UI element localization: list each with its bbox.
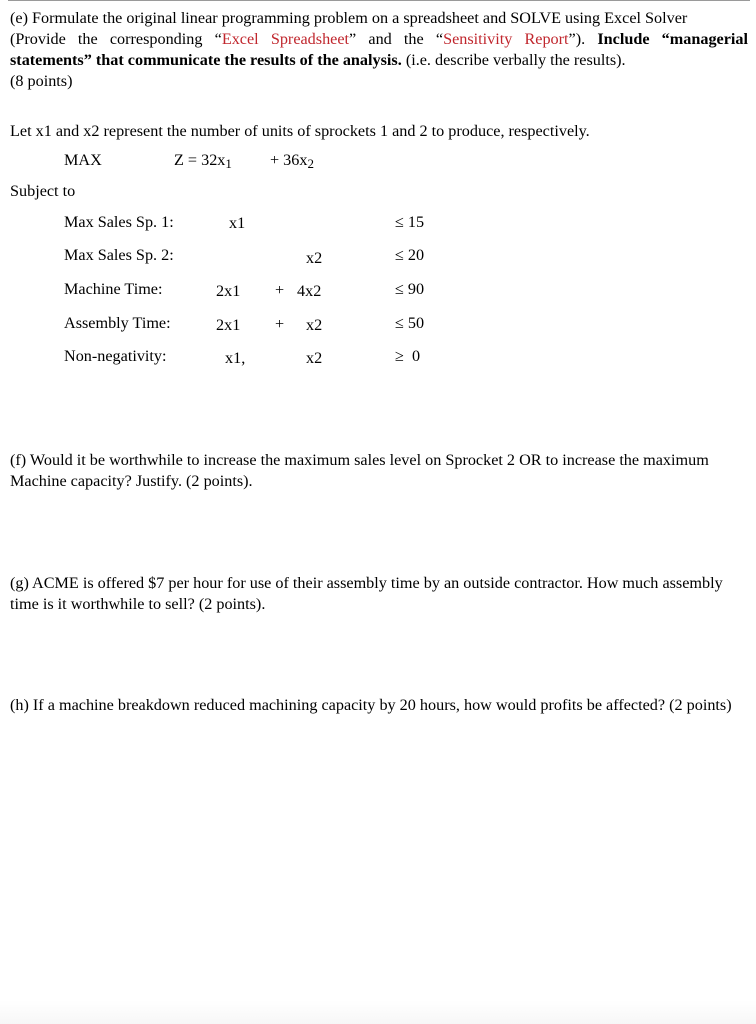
question-g: (g) ACME is offered $7 per hour for use of their assembly time by an outside contractor. How much assembly time is it worthwhile to sell? (2 points). — [10, 574, 723, 613]
constraint-rhs: ≤ 15 — [395, 213, 425, 231]
sensitivity-report-highlight: Sensitivity Report — [443, 30, 569, 48]
constraint-coef-x2: x2 — [306, 249, 323, 267]
question-h: (h) If a machine breakdown reduced machining capacity by 20 hours, how would profits be affected? (2 points) — [10, 696, 732, 714]
constraint-label: Assembly Time: — [64, 314, 171, 332]
constraint-rhs: ≤ 50 — [395, 314, 425, 332]
constraint-rhs: ≥ 0 — [395, 347, 421, 365]
top-rule — [8, 0, 750, 1]
constraint-coef-x2: 4x2 — [297, 282, 322, 300]
question-e-line1: (e) Formulate the original linear programming problem on a spreadsheet and SOLVE using Excel Solver — [10, 9, 688, 27]
max-label: MAX — [64, 151, 102, 169]
objective-subscript-2: 2 — [307, 156, 314, 171]
constraint-rhs: ≤ 90 — [395, 280, 425, 298]
excel-spreadsheet-highlight: Excel Spreadsheet — [221, 30, 350, 48]
subject-to: Subject to — [10, 182, 76, 200]
objective-lhs: Z = 32x — [174, 151, 226, 169]
constraint-operator: + — [275, 281, 285, 299]
constraint-label: Max Sales Sp. 2: — [64, 246, 174, 264]
question-e-line2-pre: (Provide the corresponding “ — [10, 30, 222, 48]
objective-term-2 — [270, 150, 314, 171]
constraint-coef-x1: x1 — [229, 214, 246, 232]
constraint-coef-x1: 2x1 — [216, 282, 241, 300]
question-e-line-end: (i.e. describe verbally the results). — [401, 51, 626, 69]
objective-subscript-1: 1 — [225, 156, 232, 171]
constraint-coef-x2: x2 — [306, 349, 323, 367]
constraint-label: Machine Time: — [64, 280, 163, 298]
model-intro: Let x1 and x2 represent the number of units of sprockets 1 and 2 to produce, respectively. — [10, 122, 590, 140]
constraint-operator: + — [275, 315, 285, 333]
question-f: (f) Would it be worthwhile to increase the maximum sales level on Sprocket 2 OR to increase the maximum Machine capacity? Justify. (2 points). — [10, 451, 709, 490]
question-e-line2-mid: ” and the “ — [349, 30, 444, 48]
question-e-points: (8 points) — [10, 72, 73, 90]
question-e — [10, 8, 748, 92]
managerial-statements-bold: Include “managerial statements” that communicate the results of the analysis. — [10, 30, 749, 69]
objective-rhs: + 36x — [270, 151, 308, 169]
objective-function — [174, 150, 232, 171]
constraint-rhs: ≤ 20 — [395, 246, 425, 264]
page-bottom-shade — [0, 1000, 756, 1024]
question-e-line2-post: ”). — [568, 30, 598, 48]
constraint-coef-x1: x1, — [225, 349, 246, 367]
constraint-label: Max Sales Sp. 1: — [64, 213, 174, 231]
constraint-label: Non-negativity: — [64, 347, 167, 365]
constraint-coef-x2: x2 — [306, 316, 323, 334]
constraint-coef-x1: 2x1 — [216, 316, 241, 334]
